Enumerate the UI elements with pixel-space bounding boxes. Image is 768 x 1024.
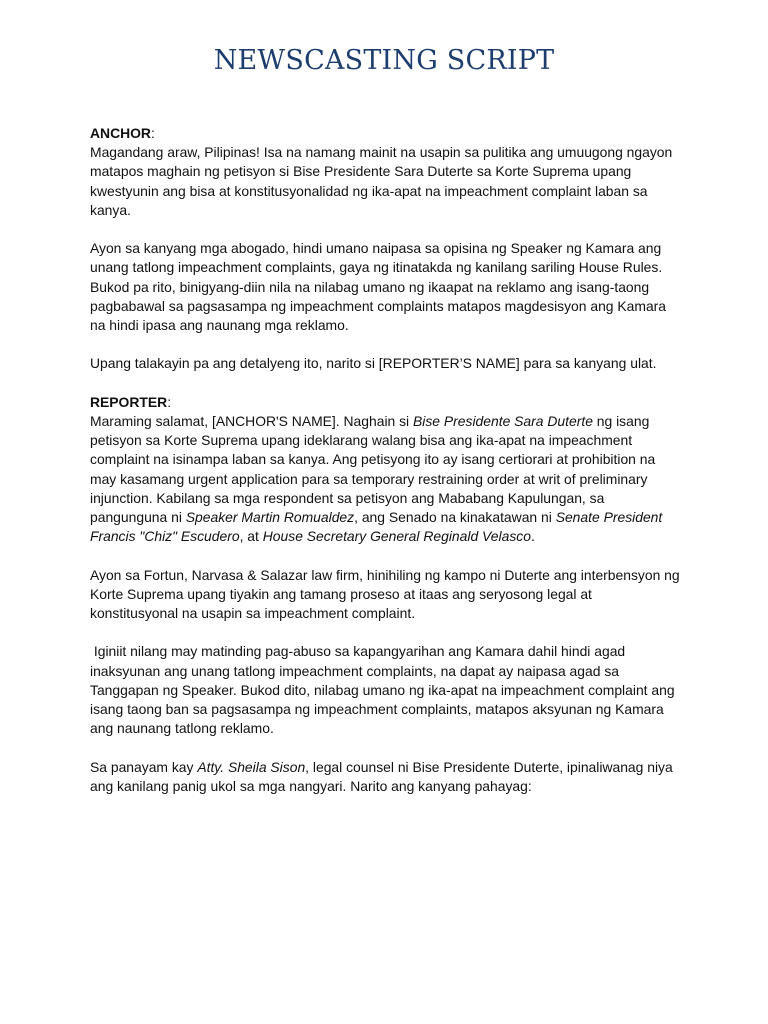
reporter-name-emphasis: Speaker Martin Romualdez xyxy=(185,509,355,526)
page-title: NEWSCASTING SCRIPT xyxy=(213,45,555,76)
script-body xyxy=(90,124,682,815)
reporter-name-emphasis: House Secretary General Reginald Velasco xyxy=(262,528,531,545)
reporter-section xyxy=(90,393,682,547)
reporter-name-emphasis: Senate President Francis "Chiz" Escudero xyxy=(90,509,663,545)
reporter-name-emphasis: Bise Presidente Sara Duterte xyxy=(413,413,593,429)
reporter-text: . xyxy=(530,528,535,545)
reporter-text: Maraming salamat, [ANCHOR'S NAME]. Naghain si xyxy=(90,413,414,429)
reporter-text: ng isang petisyon sa Korte Suprema upang ideklarang walang bisa ang ika-apat na impeachment complaint na isinampa laban sa kanya. Ang petisyong ito ay isang certiorari at prohibition na may kasamang urgent application para sa temporary restraining order at writ of preliminary injunction. Kabilang sa mga respondent sa petisyon ang Mababang Kapulungan, sa pangunguna ni xyxy=(90,413,656,526)
reporter-colon: : xyxy=(167,393,172,410)
anchor-paragraph-3: Upang talakayin pa ang detalyeng ito, narito si [REPORTER’S NAME] para sa kanyang ulat. xyxy=(90,355,657,372)
reporter-paragraph-4 xyxy=(90,758,682,796)
anchor-paragraph-2: Ayon sa kanyang mga abogado, hindi umano naipasa sa opisina ng Speaker ng Kamara ang unang tatlong impeachment complaints, gaya ng itinatakda ng kanilang sariling House Rules. Bukod pa rito, binigyang-diin nila na nilabag umano ng ikaapat na reklamo ang isang-taong pagbabawal sa pagsasampa ng impeachment complaints matapos magdesisyon ang Kamara na hindi ipasa ang naunang mga reklamo. xyxy=(90,240,667,334)
reporter-text: , at xyxy=(239,528,263,545)
anchor-colon: : xyxy=(150,125,155,141)
anchor-section xyxy=(90,124,682,220)
reporter-name-emphasis: Atty. Sheila Sison xyxy=(197,758,306,775)
anchor-paragraph-1: Magandang araw, Pilipinas! Isa na namang mainit na usapin sa pulitika ang umuugong ngayon matapos maghain ng petisyon si Bise Presidente Sara Duterte sa Korte Suprema upang kwestyunin ang bisa at konstitusyonalidad ng ika-apat na impeachment complaint laban sa kanya. xyxy=(90,144,673,218)
reporter-label: REPORTER xyxy=(90,393,168,410)
reporter-paragraph-2: Ayon sa Fortun, Narvasa & Salazar law firm, hinihiling ng kampo ni Duterte ang interbensyon ng Korte Suprema upang tiyakin ang tamang proseso at itaas ang seryosong legal at konstitusyonal na usapin sa impeachment complaint. xyxy=(90,566,680,622)
reporter-text: Sa panayam kay xyxy=(90,758,198,775)
anchor-label: ANCHOR xyxy=(90,125,151,141)
reporter-text: , legal counsel ni Bise Presidente Duterte, ipinaliwanag niya ang kanilang panig ukol sa mga nangyari. Narito ang kanyang pahayag: xyxy=(90,758,673,794)
reporter-text: , ang Senado na kinakatawan ni xyxy=(354,509,556,526)
reporter-paragraph-3: Iginiit nilang may matinding pag-abuso sa kapangyarihan ang Kamara dahil hindi agad inaksyunan ang unang tatlong impeachment complaints, na dapat ay naipasa agad sa Tanggapan ng Speaker. Bukod dito, nilabag umano ng ika-apat na impeachment complaint ang isang taong ban sa pagsasampa ng impeachment complaints, matapos aksyunan ng Kamara ang naunang tatlong reklamo. xyxy=(90,643,675,737)
